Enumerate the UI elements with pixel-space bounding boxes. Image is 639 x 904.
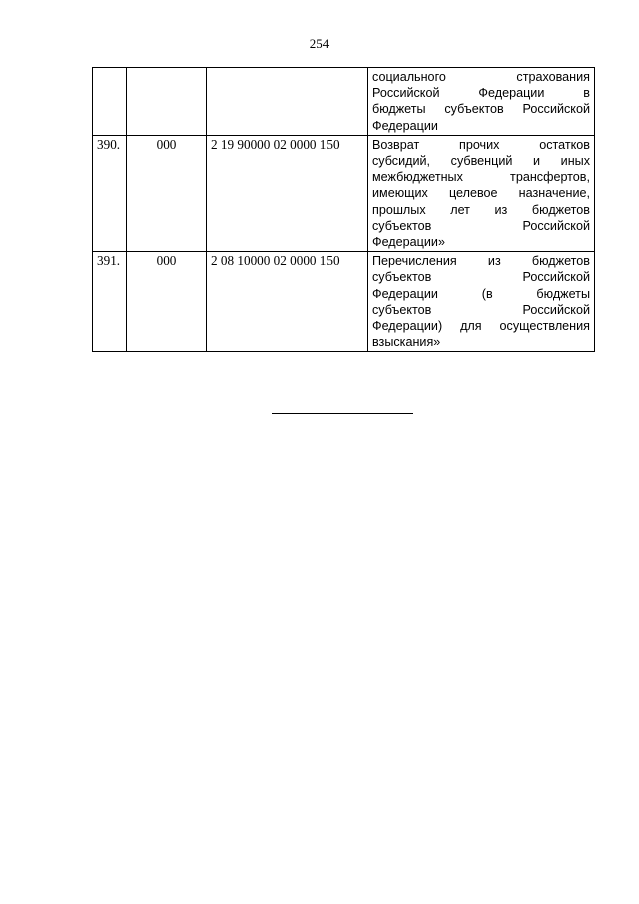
admin-code-cell: 000 [127, 135, 207, 251]
budget-code-cell: 2 19 90000 02 0000 150 [207, 135, 368, 251]
table-body [93, 68, 595, 352]
table-row [93, 68, 595, 136]
income-name-line: субъектов Российской [372, 218, 590, 233]
income-name-line: межбюджетных трансфертов, [372, 170, 590, 185]
income-name-line: прошлых лет из бюджетов [372, 202, 590, 217]
income-name-cell [368, 135, 595, 251]
admin-code-cell: 000 [127, 252, 207, 352]
budget-code-cell [207, 68, 368, 136]
income-name-line: Перечисления из бюджетов [372, 254, 590, 269]
income-name-line: взыскания» [372, 335, 441, 350]
income-name-line: субъектов Российской [372, 302, 590, 317]
row-number-cell: 390. [93, 135, 127, 251]
admin-code-cell [127, 68, 207, 136]
income-name-cell [368, 68, 595, 136]
budget-code-cell: 2 08 10000 02 0000 150 [207, 252, 368, 352]
income-name-line: социального страхования [372, 70, 590, 84]
income-name-line: Возврат прочих остатков [372, 137, 590, 152]
income-name-line: Федерации [372, 118, 438, 133]
table-row [93, 252, 595, 352]
income-name-line: имеющих целевое назначение, [372, 186, 590, 201]
income-name-line: Российской Федерации в [372, 86, 590, 101]
page-number: 254 [309, 36, 330, 51]
table-row [93, 135, 595, 251]
income-name-cell [368, 252, 595, 352]
income-name-line: Федерации» [372, 235, 445, 250]
income-name-line: Федерации (в бюджеты [372, 286, 590, 301]
income-name-line: субъектов Российской [372, 270, 590, 285]
income-name-line: субсидий, субвенций и иных [372, 154, 590, 169]
row-number-cell: 391. [93, 252, 127, 352]
income-name-line: бюджеты субъектов Российской [372, 102, 590, 117]
end-of-section-rule [272, 413, 413, 414]
income-name-line: Федерации) для осуществления [372, 319, 590, 334]
budget-codes-table [92, 67, 595, 352]
row-number-cell [93, 68, 127, 136]
